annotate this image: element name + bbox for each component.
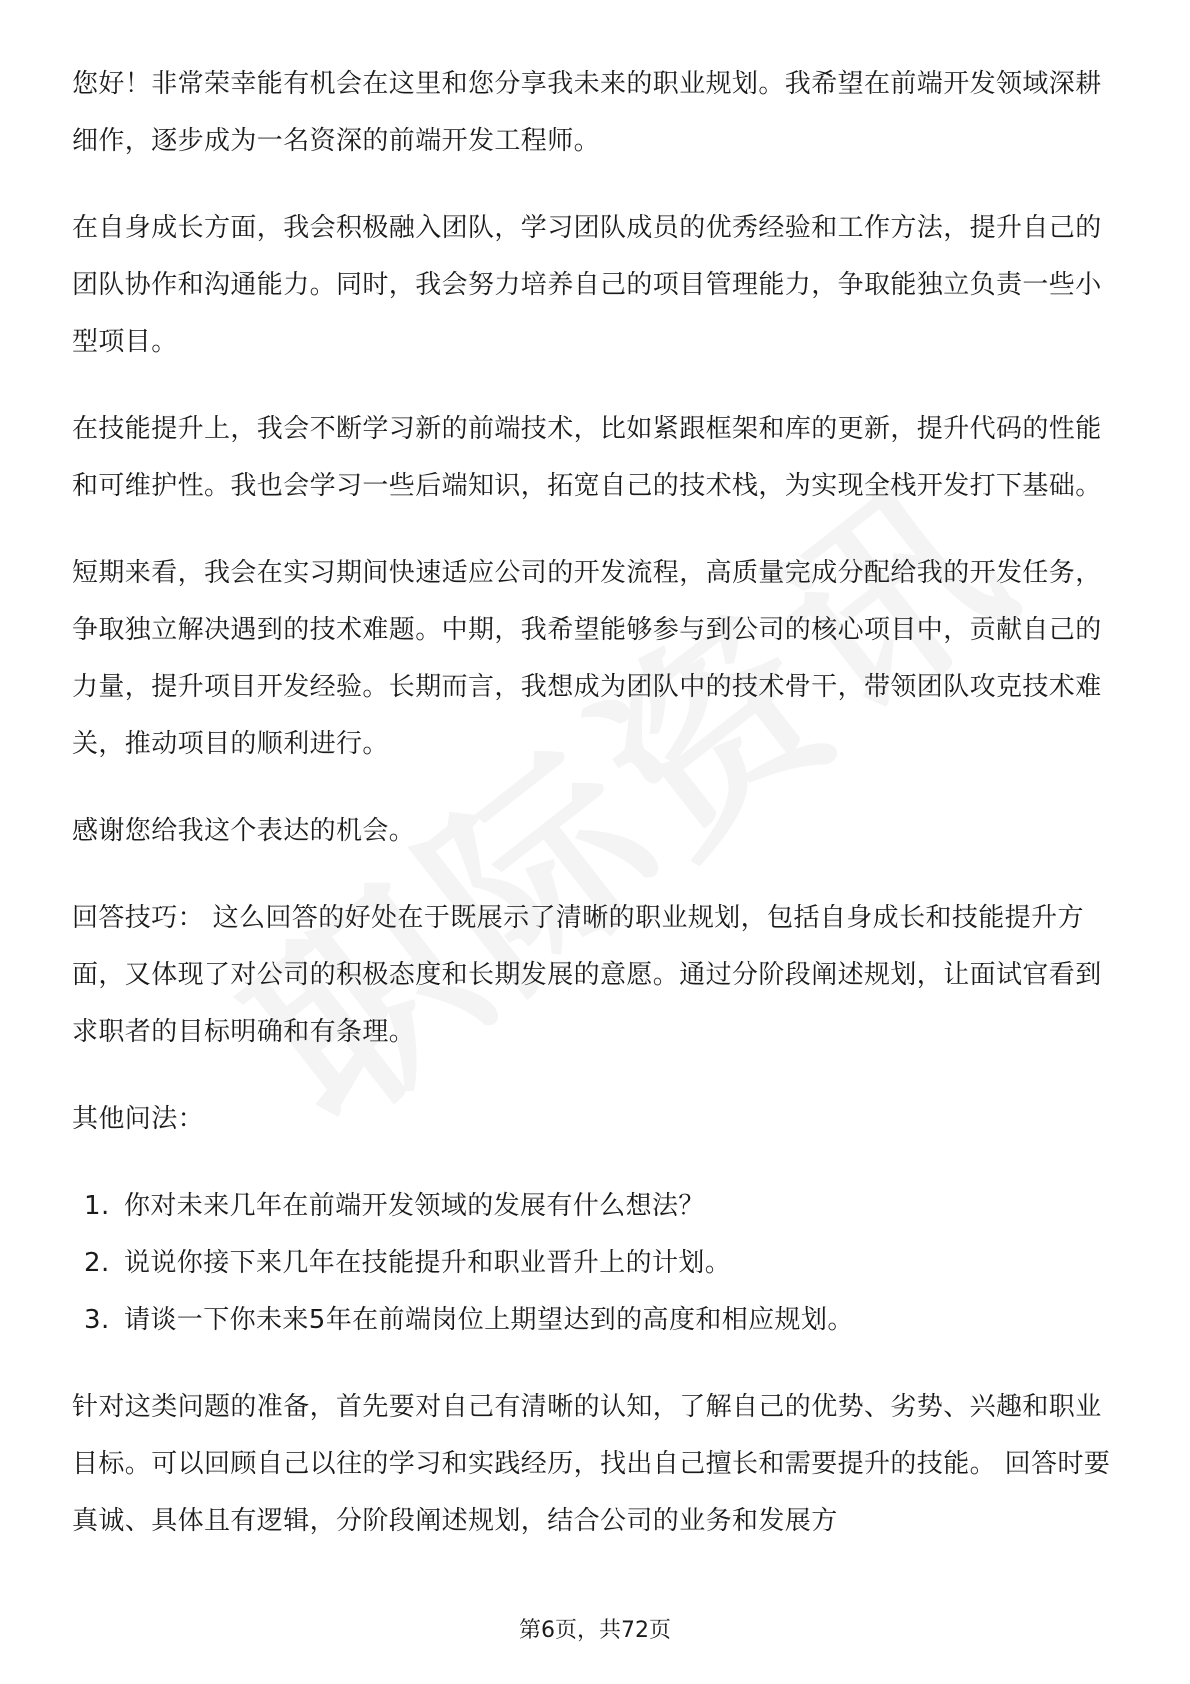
paragraph-answer-tips: 回答技巧： 这么回答的好处在于既展示了清晰的职业规划，包括自身成长和技能提升方面，又体现了对公司的积极态度和长期发展的意愿。通过分阶段阐述规划，让面试官看到求职者的目标明确和有条理。 <box>72 903 1102 1047</box>
paragraph-greeting: 您好！非常荣幸能有机会在这里和您分享我未来的职业规划。我希望在前端开发领域深耕细作，逐步成为一名资深的前端开发工程师。 <box>72 69 1102 156</box>
list-item <box>72 1235 1122 1292</box>
other-questions-list <box>72 1178 1122 1349</box>
list-item-number: 2. <box>84 1248 110 1278</box>
list-item <box>72 1178 1122 1235</box>
document-body <box>72 56 1122 1580</box>
list-item-number: 1. <box>84 1191 110 1221</box>
paragraph-thanks: 感谢您给我这个表达的机会。 <box>72 816 416 846</box>
list-item-text: 请谈一下你未来5年在前端岗位上期望达到的高度和相应规划。 <box>124 1305 854 1335</box>
page-number-footer: 第6页，共72页 <box>519 1618 671 1643</box>
paragraph-skill-improvement: 在技能提升上，我会不断学习新的前端技术，比如紧跟框架和库的更新，提升代码的性能和可维护性。我也会学习一些后端知识，拓宽自己的技术栈，为实现全栈开发打下基础。 <box>72 414 1102 501</box>
list-item-text: 说说你接下来几年在技能提升和职业晋升上的计划。 <box>124 1248 732 1278</box>
list-item-number: 3. <box>84 1305 110 1335</box>
paragraph-other-questions-heading: 其他问法： <box>72 1104 205 1134</box>
list-item <box>72 1292 1122 1349</box>
list-item-text: 你对未来几年在前端开发领域的发展有什么想法？ <box>124 1191 705 1221</box>
paragraph-timeline-plan: 短期来看，我会在实习期间快速适应公司的开发流程，高质量完成分配给我的开发任务，争取独立解决遇到的技术难题。中期，我希望能够参与到公司的核心项目中，贡献自己的力量，提升项目开发经验。长期而言，我想成为团队中的技术骨干，带领团队攻克技术难关，推动项目的顺利进行。 <box>72 558 1102 759</box>
paragraph-preparation-advice: 针对这类问题的准备，首先要对自己有清晰的认知，了解自己的优势、劣势、兴趣和职业目标。可以回顾自己以往的学习和实践经历，找出自己擅长和需要提升的技能。 回答时要真诚、具体且有逻辑，分阶段阐述规划，结合公司的业务和发展方 <box>72 1392 1111 1536</box>
paragraph-self-growth: 在自身成长方面，我会积极融入团队，学习团队成员的优秀经验和工作方法，提升自己的团队协作和沟通能力。同时，我会努力培养自己的项目管理能力，争取能独立负责一些小型项目。 <box>72 213 1102 357</box>
